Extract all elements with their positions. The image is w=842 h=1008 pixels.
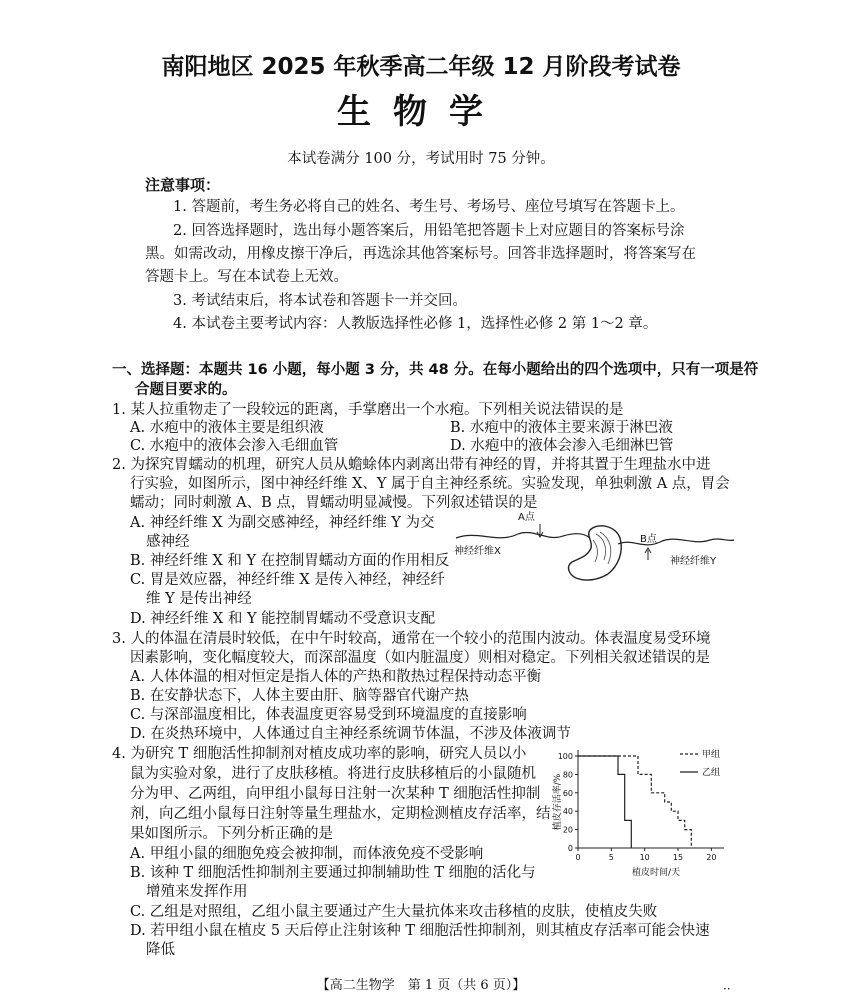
y-tick-label: 20 — [562, 825, 573, 835]
note-4: 4. 本试卷主要考试内容：人教版选择性必修 1，选择性必修 2 第 1～2 章。 — [173, 316, 658, 332]
q2-option-c-line1: C. 胃是效应器，神经纤维 X 是传入神经，神经纤 — [130, 572, 445, 588]
corner-mark: ·· — [723, 982, 731, 996]
q2-stem-line2: 行实验，如图所示，图中神经纤维 X、Y 属于自主神经系统。实验发现，单独刺激 A 点，胃会 — [130, 476, 730, 492]
section-heading-line2: 合题目要求的。 — [135, 382, 237, 398]
note-2c: 答题卡上。写在本试卷上无效。 — [145, 269, 348, 285]
q4-option-b-line1: B. 该种 T 细胞活性抑制剂主要通过抑制辅助性 T 细胞的活化与 — [130, 865, 536, 881]
label-point-b: B点 — [640, 534, 657, 545]
q4-stem-line1: 4. 为研究 T 细胞活性抑制剂对植皮成功率的影响，研究人员以小 — [112, 746, 527, 762]
y-tick-label: 60 — [562, 788, 573, 798]
series-line-1 — [578, 756, 631, 848]
q1-stem: 1. 某人拉重物走了一段较远的距离，手掌磨出一个水疱。下列相关说法错误的是 — [112, 402, 624, 418]
q1-option-b: B. 水疱中的液体主要来源于淋巴液 — [450, 420, 673, 436]
x-tick-label: 5 — [608, 853, 614, 862]
q3-option-b: B. 在安静状态下，人体主要由肝、脑等器官代谢产热 — [130, 688, 469, 704]
q2-option-b: B. 神经纤维 X 和 Y 在控制胃蠕动方面的作用相反 — [130, 553, 450, 569]
q4-stem-line3: 分为甲、乙两组，向甲组小鼠每日注射一次某种 T 细胞活性抑制 — [130, 786, 541, 802]
note-2b: 黑。如需改动，用橡皮擦干净后，再选涂其他答案标号。回答非选择题时，将答案写在 — [145, 246, 696, 262]
y-axis-label: 植皮存活率/% — [553, 773, 563, 831]
subject-title: 生物学 — [337, 92, 505, 132]
y-tick-label: 80 — [562, 770, 573, 780]
page-footer: 【高二生物学 第 1 页（共 6 页）】 — [316, 978, 526, 993]
x-axis-label: 植皮时间/天 — [631, 868, 681, 878]
x-tick-label: 0 — [575, 853, 581, 862]
series-line-0 — [578, 756, 691, 848]
note-2a: 2. 回答选择题时，选出每小题答案后，用铅笔把答题卡上对应题目的答案标号涂 — [173, 223, 685, 239]
q4-option-b-line2: 增殖来发挥作用 — [146, 884, 248, 900]
section-heading-line1: 一、选择题：本题共 16 小题，每小题 3 分，共 48 分。在每小题给出的四个选项中，只有一项是符 — [112, 362, 759, 378]
q4-option-d-line2: 降低 — [146, 942, 175, 958]
legend-label-1: 乙组 — [702, 768, 721, 778]
q1-option-d: D. 水疱中的液体会渗入毛细淋巴管 — [450, 438, 674, 454]
legend-label-0: 甲组 — [702, 750, 721, 760]
q4-stem-line2: 鼠为实验对象，进行了皮肤移植。将进行皮肤移植后的小鼠随机 — [130, 766, 536, 782]
q2-option-a-line2: 感神经 — [146, 534, 190, 550]
chart-lines — [578, 756, 691, 848]
q4-stem-line4: 剂，向乙组小鼠每日注射等量生理盐水，定期检测植皮存活率，结 — [130, 806, 551, 822]
note-1: 1. 答题前，考生务必将自己的姓名、考生号、考场号、座位号填写在答题卡上。 — [173, 199, 685, 215]
survival-chart — [552, 744, 738, 880]
q4-option-a: A. 甲组小鼠的细胞免疫会被抑制，而体液免疫不受影响 — [130, 846, 484, 862]
note-3: 3. 考试结束后，将本试卷和答题卡一并交回。 — [173, 293, 467, 309]
q3-stem-line1: 3. 人的体温在清晨时较低，在中午时较高，通常在一个较小的范围内波动。体表温度易受环境 — [112, 631, 711, 647]
y-tick-label: 40 — [562, 807, 573, 817]
nerve-fiber-y — [618, 539, 734, 545]
q2-stem-line1: 2. 为探究胃蠕动的机理，研究人员从蟾蜍体内剥离出带有神经的胃，并将其置于生理盐水中进 — [112, 457, 711, 473]
q3-option-d: D. 在炎热环境中，人体通过自主神经系统调节体温，不涉及体液调节 — [130, 726, 571, 742]
q1-option-a: A. 水疱中的液体主要是组织液 — [130, 420, 324, 436]
q3-option-a: A. 人体体温的相对恒定是指人体的产热和散热过程保持动态平衡 — [130, 669, 542, 685]
q1-option-c: C. 水疱中的液体会渗入毛细血管 — [130, 438, 339, 454]
q3-option-c: C. 与深部温度相比，体表温度更容易受到环境温度的直接影响 — [130, 707, 527, 723]
exam-info: 本试卷满分 100 分，考试用时 75 分钟。 — [287, 151, 555, 167]
exam-title: 南阳地区 2025 年秋季高二年级 12 月阶段考试卷 — [161, 54, 681, 80]
q2-stem-line3: 蠕动；同时刺激 A、B 点，胃蠕动明显减慢。下列叙述错误的是 — [130, 495, 538, 511]
label-fiber-y: 神经纤维Y — [670, 556, 717, 567]
q3-stem-line2: 因素影响，变化幅度较大，而深部温度（如内脏温度）则相对稳定。下列相关叙述错误的是 — [130, 650, 710, 666]
q2-option-c-line2: 维 Y 是传出神经 — [146, 591, 252, 607]
q2-option-d: D. 神经纤维 X 和 Y 能控制胃蠕动不受意识支配 — [130, 611, 436, 627]
q4-stem-line5: 果如图所示。下列分析正确的是 — [130, 826, 333, 842]
x-tick-label: 15 — [672, 853, 684, 862]
label-fiber-x: 神经纤维X — [454, 546, 501, 557]
q4-option-c: C. 乙组是对照组，乙组小鼠主要通过产生大量抗体来攻击移植的皮肤，使植皮失败 — [130, 904, 658, 920]
nerve-fiber-x — [456, 532, 590, 538]
chart-legend — [680, 749, 720, 778]
stomach-nerve-figure — [448, 508, 738, 588]
label-point-a: A点 — [518, 512, 535, 523]
y-tick-label: 0 — [567, 844, 573, 853]
notes-heading: 注意事项： — [145, 176, 221, 194]
x-tick-label: 10 — [639, 853, 650, 862]
chart-axes — [552, 750, 724, 878]
x-tick-label: 20 — [706, 853, 717, 862]
y-tick-label: 100 — [557, 752, 573, 761]
q4-option-d-line1: D. 若甲组小鼠在植皮 5 天后停止注射该种 T 细胞活性抑制剂，则其植皮存活率可能会快速 — [130, 923, 710, 939]
q2-option-a-line1: A. 神经纤维 X 为副交感神经，神经纤维 Y 为交 — [130, 515, 435, 531]
